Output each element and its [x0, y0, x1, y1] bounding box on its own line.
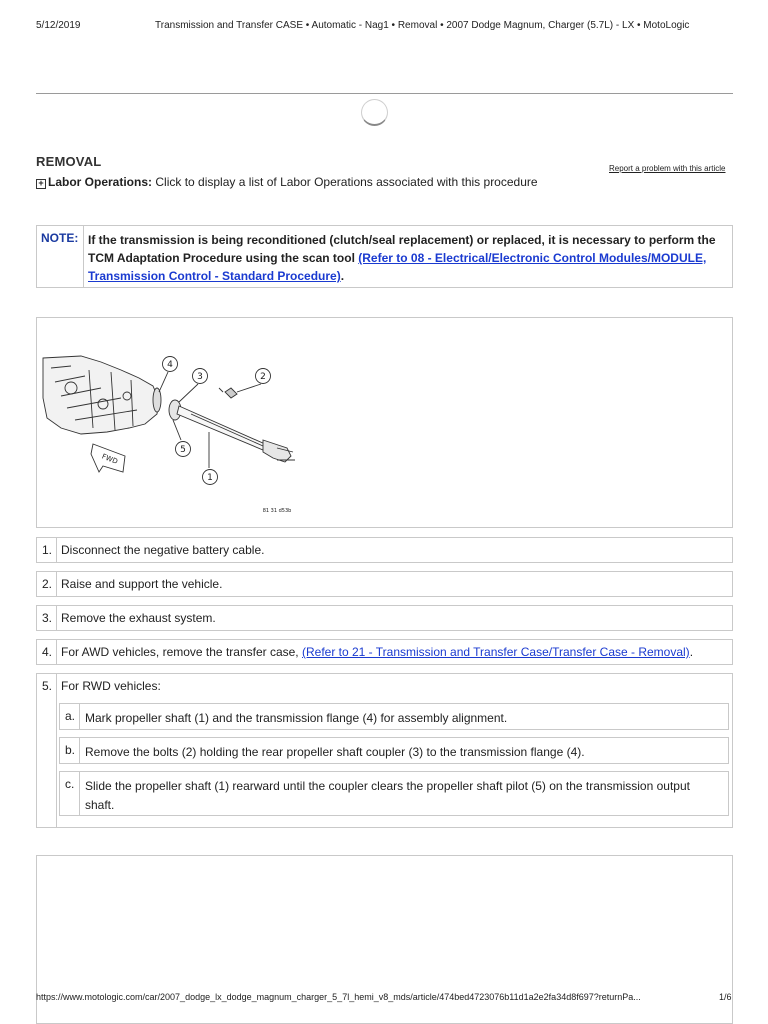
- figure-caption: 81 31 d53b: [262, 508, 292, 514]
- callout-3: 3: [197, 372, 203, 382]
- step-item: [36, 639, 733, 665]
- divider: [36, 93, 733, 94]
- step-number: 5.: [37, 674, 57, 827]
- substep-item: [59, 771, 729, 816]
- loading-spinner-icon: [361, 99, 388, 126]
- step-item: [36, 571, 733, 597]
- substep-letter: b.: [60, 738, 80, 763]
- print-url: https://www.motologic.com/car/2007_dodge_lx_dodge_magnum_charger_5_7l_hemi_v8_mds/article/474bed4723076b11d1a2e2fa34d8f697?returnPa...: [36, 992, 641, 1002]
- callout-5: 5: [180, 445, 186, 455]
- substep-item: [59, 737, 729, 764]
- figure-box: [36, 317, 733, 528]
- step-text: Raise and support the vehicle.: [61, 577, 223, 591]
- step-number: 1.: [37, 538, 57, 562]
- substep-letter: a.: [60, 704, 80, 729]
- step-text: Remove the exhaust system.: [61, 611, 216, 625]
- note-reference-link[interactable]: (Refer to 08 - Electrical/Electronic Control Modules/MODULE, Transmission Control - Standard Procedure): [88, 251, 707, 283]
- labor-operations-toggle[interactable]: [36, 175, 538, 189]
- step-body: For AWD vehicles, remove the transfer case,: [61, 645, 299, 659]
- labor-operations-label: Labor Operations:: [48, 175, 153, 189]
- fwd-arrow-label: FWD: [100, 452, 119, 466]
- step-number: 4.: [37, 640, 57, 664]
- substep-text: Mark propeller shaft (1) and the transmission flange (4) for assembly alignment.: [85, 711, 508, 725]
- substep-item: [59, 703, 729, 730]
- note-suffix: .: [340, 269, 345, 283]
- print-title: Transmission and Transfer CASE • Automatic - Nag1 • Removal • 2007 Dodge Magnum, Charger (5.7L) - LX • MotoLogic: [155, 20, 690, 31]
- step-item: [36, 537, 733, 563]
- transfer-case-removal-link[interactable]: (Refer to 21 - Transmission and Transfer Case/Transfer Case - Removal): [301, 645, 690, 659]
- substep-text: Remove the bolts (2) holding the rear propeller shaft coupler (3) to the transmission flange (4).: [85, 745, 585, 759]
- callout-2: 2: [260, 372, 266, 382]
- step-number: 3.: [37, 606, 57, 630]
- step-text: Disconnect the negative battery cable.: [61, 543, 265, 557]
- step-item: [36, 605, 733, 631]
- section-title: REMOVAL: [36, 154, 102, 169]
- note-label: NOTE:: [37, 226, 84, 287]
- report-problem-link[interactable]: Report a problem with this article: [609, 164, 726, 173]
- page-number: 1/6: [719, 992, 732, 1002]
- callout-4: 4: [167, 360, 173, 370]
- substep-letter: c.: [60, 772, 80, 815]
- step-text: [61, 645, 693, 659]
- step-text: For RWD vehicles:: [61, 679, 161, 693]
- step-number: 2.: [37, 572, 57, 596]
- note-body: If the transmission is being reconditioned (clutch/seal replacement) or replaced, it is necessary to perform the TCM Adaptation Procedure using the scan tool: [88, 233, 716, 265]
- step-suffix: .: [689, 645, 694, 659]
- substep-text: Slide the propeller shaft (1) rearward until the coupler clears the propeller shaft pilot (5) on the transmission output shaft.: [85, 779, 690, 812]
- note-text: [88, 231, 718, 285]
- note-box: [36, 225, 733, 288]
- callout-1: 1: [207, 473, 213, 483]
- print-date: 5/12/2019: [36, 20, 81, 31]
- expand-plus-icon[interactable]: +: [36, 179, 46, 189]
- propeller-shaft-diagram: [41, 348, 321, 528]
- labor-operations-text: Click to display a list of Labor Operations associated with this procedure: [155, 175, 538, 189]
